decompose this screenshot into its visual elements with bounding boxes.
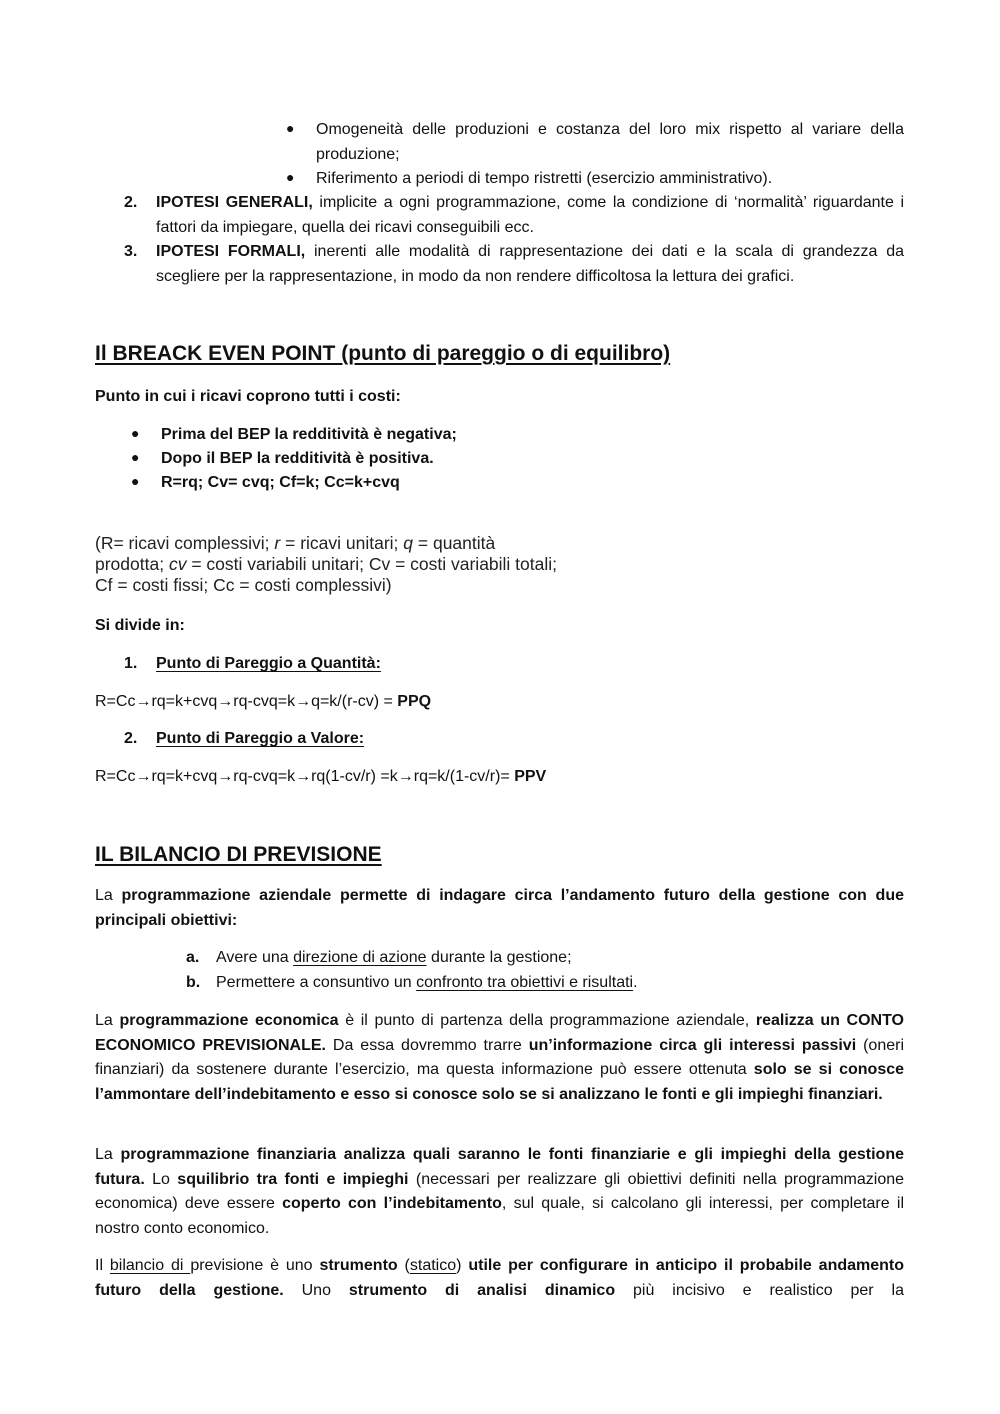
text-run: programmazione economica xyxy=(119,1012,339,1029)
text-run: coperto con l’indebitamento xyxy=(282,1195,502,1212)
text-run: Lo xyxy=(144,1170,178,1188)
text-run: statico xyxy=(409,1257,457,1274)
bilancio-paragraph-3 xyxy=(95,1143,904,1241)
text-run: un’informazione circa gli interessi passivi xyxy=(528,1036,857,1054)
objective-letter-b: b. xyxy=(186,974,201,991)
bep-item-number-2: 2. xyxy=(124,730,138,747)
text-run: ( xyxy=(397,1257,410,1274)
hypothesis-text: implicite a ogni programmazione, come la condizione di ‘normalità’ riguardante i fattori da impiegare, quella dei ricavi conseguibili ecc. xyxy=(156,194,905,236)
ppq-title: Punto di Pareggio a Quantità: xyxy=(156,655,381,672)
bullet-icon: ● xyxy=(286,169,295,185)
text-run: , sul quale, si calcolano gli interessi, per completare il nostro conto economico. xyxy=(95,1195,904,1237)
bilancio-paragraph-2 xyxy=(95,1009,904,1107)
bullet-icon: ● xyxy=(286,120,295,136)
objective-letter-a: a. xyxy=(186,949,200,966)
text-run: strumento xyxy=(319,1257,398,1274)
bep-divide-label: Si divide in: xyxy=(95,617,185,634)
bilancio-heading: IL BILANCIO DI PREVISIONE xyxy=(95,843,382,866)
objective-a: Avere una direzione di azione durante la gestione; xyxy=(216,949,572,966)
text-run: realizza un CONTO ECONOMICO PREVISIONALE. xyxy=(95,1012,905,1054)
hypothesis-title: IPOTESI GENERALI, xyxy=(156,194,313,211)
bep-bullet-1: Prima del BEP la redditività è negativa; xyxy=(161,426,457,443)
bilancio-paragraph-1: La programmazione aziendale permette di indagare circa l’andamento futuro della gestione con due principali obiettivi: xyxy=(95,887,904,929)
text-run: Uno xyxy=(283,1281,349,1299)
ppq-formula: R=Cc→rq=k+cvq→rq-cvq=k→q=k/(r-cv) = PPQ xyxy=(95,693,432,710)
text-run: La xyxy=(95,1012,120,1029)
text-run: (oneri finanziari) da sostenere durante l’esercizio, ma questa informazione può essere ottenuta xyxy=(95,1036,905,1078)
bullet-icon: ● xyxy=(131,425,140,441)
text-run: più incisivo e realistico per la xyxy=(615,1281,904,1299)
text-run: ) xyxy=(456,1257,469,1274)
legend-line-3: Cf = costi fissi; Cc = costi complessivi) xyxy=(95,575,392,595)
text-run: squilibrio tra fonti e impieghi xyxy=(177,1170,409,1188)
hypothesis-formal xyxy=(156,240,904,289)
text-run: bilancio di xyxy=(109,1257,191,1274)
text-run: La xyxy=(95,1146,121,1163)
text-run: solo se si conosce l’ammontare dell’indebitamento e esso si conosce solo se si analizzano le fonti e gli impieghi finanziari. xyxy=(95,1061,905,1103)
hypothesis-number-3: 3. xyxy=(124,243,138,260)
bullet-icon: ● xyxy=(131,449,140,465)
hypothesis-number-2: 2. xyxy=(124,194,138,211)
bep-bullet-3: R=rq; Cv= cvq; Cf=k; Cc=k+cvq xyxy=(161,474,400,491)
ppv-formula: R=Cc→rq=k+cvq→rq-cvq=k→rq(1-cv/r) =k→rq=k/(1-cv/r)= PPV xyxy=(95,768,547,785)
text-run: Da essa dovremmo trarre xyxy=(325,1036,529,1054)
text-run: utile per configurare in anticipo il probabile andamento futuro della gestione. xyxy=(95,1257,905,1299)
bep-legend xyxy=(95,533,695,596)
hypothesis-title: IPOTESI FORMALI, xyxy=(156,243,306,260)
legend-line-1: (R= ricavi complessivi; r = ricavi unitari; q = quantità xyxy=(95,533,496,553)
text-run: (necessari per realizzare gli obiettivi definiti nella programmazione economica) deve essere xyxy=(95,1170,905,1212)
ppv-title: Punto di Pareggio a Valore: xyxy=(156,730,365,747)
text-run: strumento di analisi dinamico xyxy=(348,1281,616,1299)
bep-heading: Il BREACK EVEN POINT (punto di pareggio o di equilibro) xyxy=(95,342,671,365)
bilancio-paragraph-4 xyxy=(95,1254,904,1303)
bep-item-number-1: 1. xyxy=(124,655,138,672)
objective-b: Permettere a consuntivo un confronto tra obiettivi e risultati. xyxy=(216,974,638,991)
hypothesis-text: inerenti alle modalità di rappresentazione dei dati e la scala di grandezza da scegliere per la rappresentazione, in modo da non rendere difficoltosa la lettura dei grafici. xyxy=(156,243,905,285)
top-bullet-1: Omogeneità delle produzioni e costanza del loro mix rispetto al variare della produzione; xyxy=(316,121,904,163)
bullet-icon: ● xyxy=(131,473,140,489)
text-run: programmazione finanziaria analizza quali saranno le fonti finanziarie e gli impieghi della gestione futura. xyxy=(95,1146,904,1188)
top-bullet-2: Riferimento a periodi di tempo ristretti (esercizio amministrativo). xyxy=(316,170,773,187)
text-run: previsione è uno xyxy=(190,1257,320,1274)
bep-intro: Punto in cui i ricavi coprono tutti i costi: xyxy=(95,388,401,405)
text-run: è il punto di partenza della programmazione aziendale, xyxy=(338,1012,756,1029)
bep-bullet-2: Dopo il BEP la redditività è positiva. xyxy=(161,450,434,467)
legend-line-2: prodotta; cv = costi variabili unitari; Cv = costi variabili totali; xyxy=(95,554,558,574)
hypothesis-general xyxy=(156,191,904,240)
text-run: Il xyxy=(95,1257,110,1274)
